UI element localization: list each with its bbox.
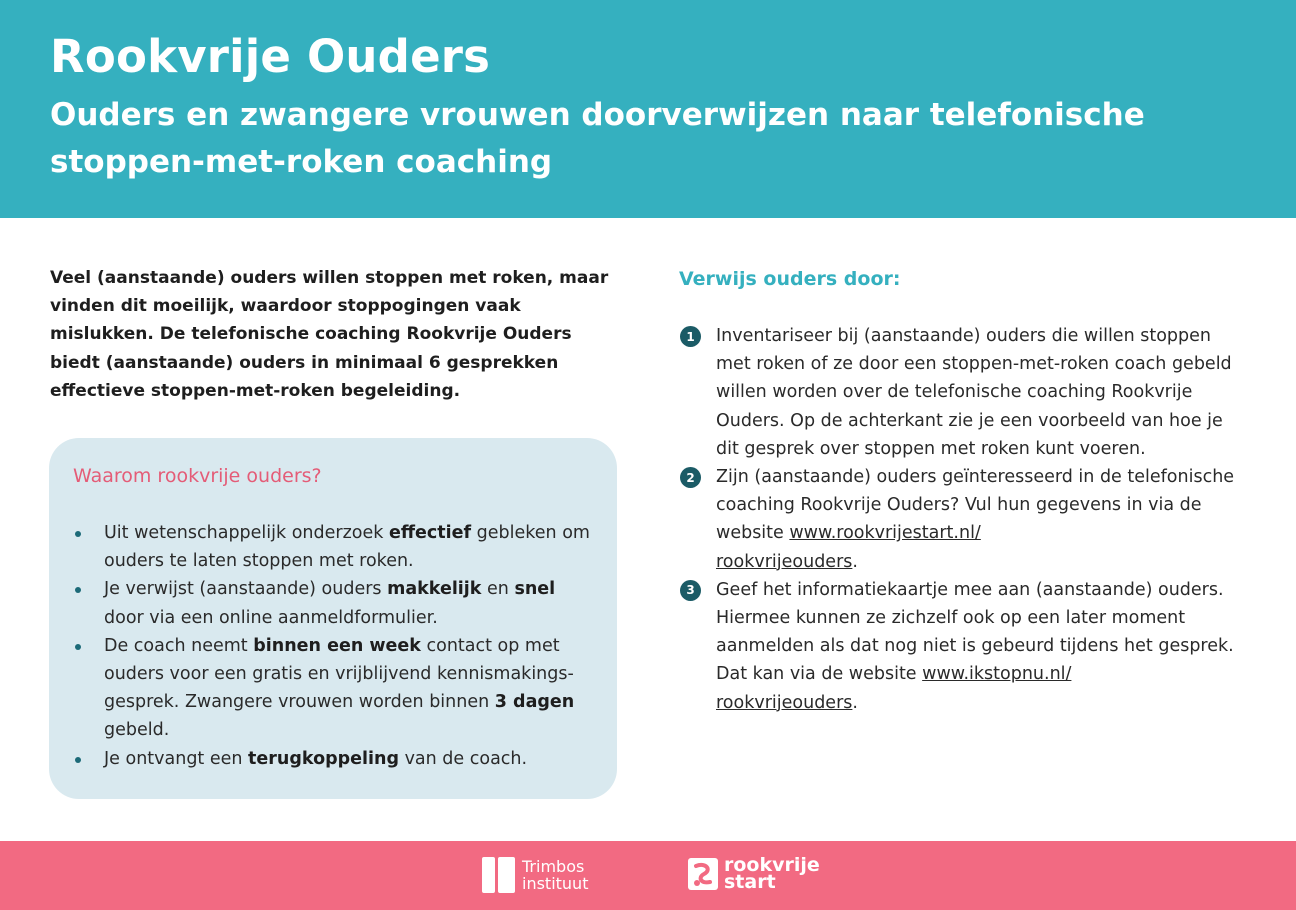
- footer-banner: [0, 841, 1296, 910]
- header-banner: [0, 0, 1296, 218]
- bullet-icon: [75, 587, 81, 593]
- bullet-icon: [75, 644, 81, 650]
- list-item: Je ontvangt een terugkoppeling van de coach.: [73, 745, 593, 773]
- trimbos-bars-icon: [482, 857, 515, 893]
- right-column: [679, 264, 1249, 717]
- why-box-title: Waarom rookvrije ouders?: [73, 465, 322, 487]
- bullet-icon: [75, 757, 81, 763]
- step-1: 1 Inventariseer bij (aanstaande) ouders die willen stoppen met roken of ze door een stoppen-met-roken coach gebeld willen worden over de telefonische coaching Rookvrije Ouders. Op de achterkant zie je een voorbeeld van hoe je dit gesprek over stoppen met roken kunt voeren.: [679, 322, 1249, 463]
- refer-steps: [679, 322, 1249, 717]
- page-subtitle: Ouders en zwangere vrouwen doorverwijzen naar telefonische stoppen-met-roken coaching: [50, 97, 1145, 180]
- step-3: 3 Geef het informatiekaartje mee aan (aanstaande) ouders. Hiermee kunnen ze zichzelf ook op een later moment aanmelden als dat nog niet is gebeurd tijdens het gesprek. Dat kan via de website www.ikstopnu.nl/ rookvrijeouders.: [679, 576, 1249, 717]
- why-box: [49, 438, 617, 799]
- trimbos-subname: instituut: [522, 874, 589, 893]
- why-list: [73, 519, 593, 773]
- refer-title: Verwijs ouders door:: [679, 268, 901, 290]
- bullet-icon: [75, 531, 81, 537]
- number-two-icon: 2: [680, 467, 701, 488]
- trimbos-name: Trimbos: [522, 857, 585, 876]
- rookvrijestart-link[interactable]: www.rookvrijestart.nl/ rookvrijeouders: [716, 523, 981, 572]
- rookvrije-start-logo: [688, 856, 820, 892]
- number-one-icon: 1: [680, 326, 701, 347]
- number-three-icon: 3: [680, 580, 701, 601]
- page-title: Rookvrije Ouders: [50, 30, 491, 83]
- rookvrije-word: rookvrije: [724, 854, 820, 876]
- list-item: De coach neemt binnen een week contact op met ouders voor een gratis en vrijblijvend kennismakings-gesprek. Zwangere vrouwen worden binnen 3 dagen gebeld.: [73, 632, 593, 745]
- step-2: 2 Zijn (aanstaande) ouders geïnteresseerd in de telefonische coaching Rookvrije Ouders? Vul hun gegevens in via de website www.rookvrijestart.nl/ rookvrijeouders.: [679, 463, 1249, 576]
- rookvrije-start-mark-icon: [688, 856, 720, 892]
- intro-paragraph: Veel (aanstaande) ouders willen stoppen met roken, maar vinden dit moeilijk, waardoor stoppogingen vaak mislukken. De telefonische coaching Rookvrije Ouders biedt (aanstaande) ouders in minimaal 6 gesprekken effectieve stoppen-met-roken begeleiding.: [50, 268, 609, 401]
- list-item: Je verwijst (aanstaande) ouders makkelijk en snel door via een online aanmeldformulier.: [73, 575, 593, 631]
- left-column: [50, 264, 610, 405]
- ikstopnu-link[interactable]: www.ikstopnu.nl/ rookvrijeouders: [716, 664, 1072, 713]
- trimbos-logo: [482, 857, 588, 893]
- start-word: start: [724, 871, 776, 893]
- list-item: Uit wetenschappelijk onderzoek effectief gebleken om ouders te laten stoppen met roken.: [73, 519, 593, 575]
